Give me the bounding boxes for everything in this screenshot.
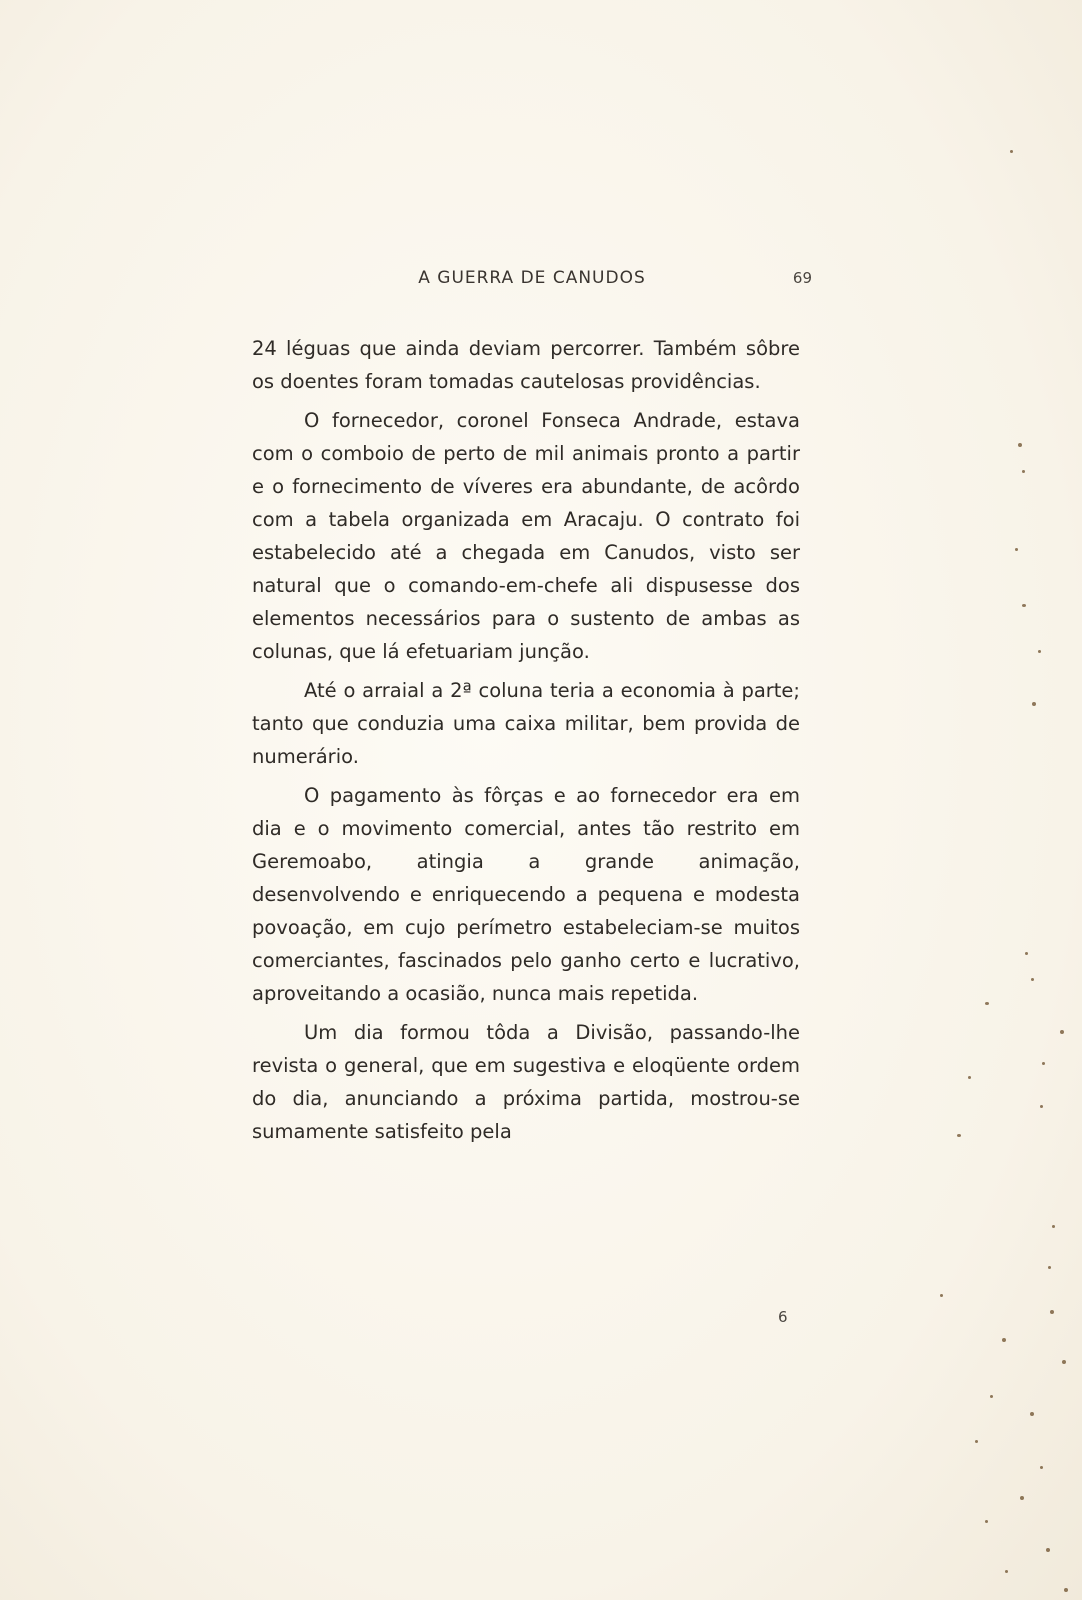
foxing-speck: [1005, 1570, 1008, 1573]
running-head: [252, 268, 812, 296]
foxing-speck: [1040, 1466, 1043, 1469]
running-title: A GUERRA DE CANUDOS: [418, 268, 646, 288]
foxing-speck: [1030, 1412, 1034, 1416]
foxing-speck: [1042, 1062, 1045, 1065]
paragraph-continued: 24 léguas que ainda deviam percorrer. Também sôbre os doentes foram tomadas cautelosas providências.: [252, 337, 800, 393]
foxing-speck: [1032, 702, 1036, 706]
foxing-speck: [1060, 1030, 1064, 1034]
foxing-speck: [1010, 150, 1013, 153]
foxing-speck: [968, 1076, 971, 1079]
foxing-speck: [990, 1395, 993, 1398]
foxing-speck: [1046, 1548, 1050, 1552]
foxing-speck: [1020, 1496, 1024, 1500]
foxing-speck: [985, 1002, 989, 1005]
foxing-speck: [1022, 604, 1026, 607]
foxing-speck: [1064, 1588, 1068, 1592]
paragraph: Um dia formou tôda a Divisão, passando-lhe revista o general, que em sugestiva e eloqüente ordem do dia, anunciando a próxima partida, mostrou-se sumamente satisfeito pela: [252, 1021, 800, 1143]
foxing-speck: [985, 1520, 988, 1523]
foxing-speck: [1002, 1338, 1006, 1342]
foxing-speck: [1025, 952, 1028, 955]
paragraph: Até o arraial a 2ª coluna teria a economia à parte; tanto que conduzia uma caixa militar, bem provida de numerário.: [252, 679, 800, 768]
paragraph: O pagamento às fôrças e ao fornecedor era em dia e o movimento comercial, antes tão restrito em Geremoabo, atingia a grande animação, desenvolvendo e enriquecendo a pequena e modesta povoação, em cujo perímetro estabeleciam-se muitos comerciantes, fascinados pelo ganho certo e lucrativo, aproveitando a ocasião, nunca mais repetida.: [252, 784, 800, 1005]
foxing-speck: [1062, 1360, 1066, 1364]
foxing-speck: [1018, 443, 1022, 447]
page-number: 69: [792, 269, 812, 287]
signature-mark: 6: [778, 1308, 788, 1326]
foxing-speck: [940, 1294, 943, 1297]
foxing-speck: [1052, 1225, 1055, 1228]
foxing-speck: [1048, 1266, 1051, 1269]
foxing-speck: [957, 1134, 961, 1137]
foxing-speck: [1040, 1105, 1043, 1108]
foxing-speck: [975, 1440, 978, 1443]
foxing-speck: [1038, 650, 1041, 653]
foxing-speck: [1050, 1310, 1054, 1314]
foxing-speck: [1022, 470, 1025, 473]
body-text: [252, 332, 800, 1154]
foxing-speck: [1031, 978, 1034, 981]
foxing-speck: [1015, 548, 1018, 551]
paragraph: O fornecedor, coronel Fonseca Andrade, estava com o comboio de perto de mil animais pronto a partir e o fornecimento de víveres era abundante, de acôrdo com a tabela organizada em Aracaju. O contrato foi estabelecido até a chegada em Canudos, visto ser natural que o comando-em-chefe ali dispusesse dos elementos necessários para o sustento de ambas as colunas, que lá efetuariam junção.: [252, 409, 800, 663]
